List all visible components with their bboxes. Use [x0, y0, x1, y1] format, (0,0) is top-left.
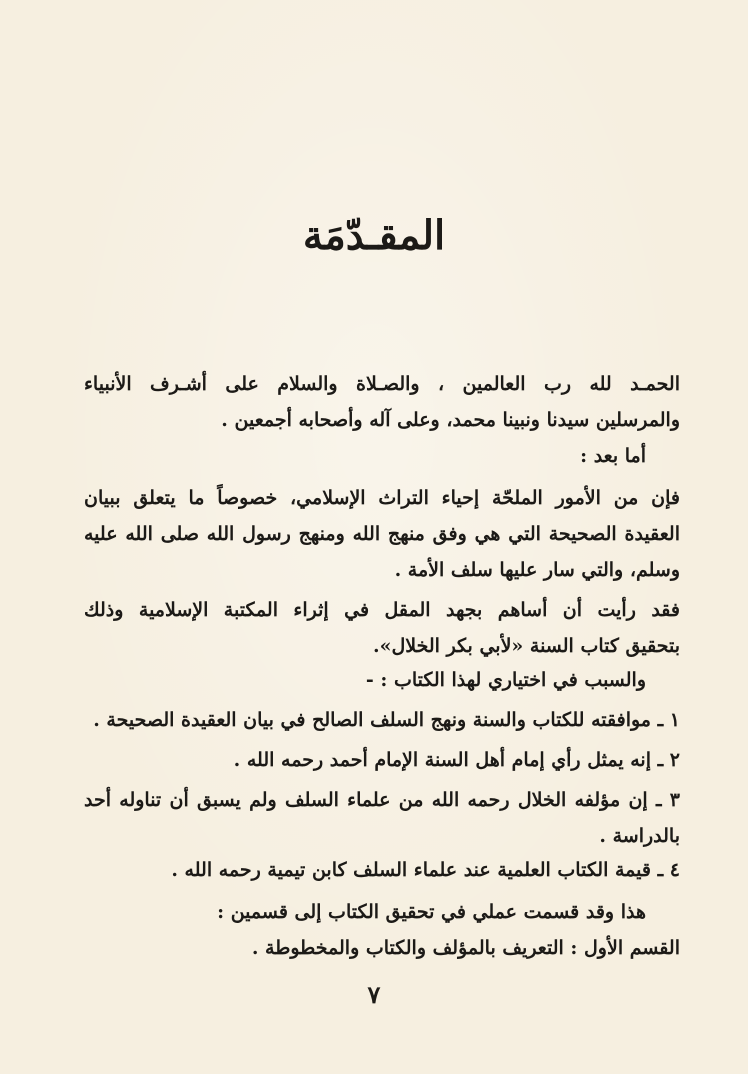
text-line: وسلم، والتي سار عليها سلف الأمة .	[394, 559, 680, 581]
text-line: هذا وقد قسمت عملي في تحقيق الكتاب إلى قسمين :	[217, 901, 646, 923]
text-line: القسم الأول : التعريف بالمؤلف والكتاب والمخطوطة .	[251, 937, 680, 959]
text-line: والمرسلين سيدنا ونبينا محمد، وعلى آله وأصحابه أجمعين .	[221, 409, 680, 431]
paragraph-opening	[84, 366, 680, 438]
list-item	[84, 742, 680, 778]
text-line: ٣ ـ إن مؤلفه الخلال رحمه الله من علماء السلف ولم يسبق أن تناوله أحد	[84, 789, 680, 811]
text-line: بالدراسة .	[599, 825, 680, 847]
page-title: المقـدّمَة	[302, 212, 446, 259]
text-line: ١ ـ موافقته للكتاب والسنة ونهج السلف الصالح في بيان العقيدة الصحيحة .	[93, 709, 680, 731]
text-line: والسبب في اختياري لهذا الكتاب : -	[365, 669, 646, 691]
paragraph-reason	[84, 662, 680, 698]
paragraph-structure	[84, 894, 680, 966]
text-line: ٤ ـ قيمة الكتاب العلمية عند علماء السلف كابن تيمية رحمه الله .	[171, 859, 680, 881]
paragraph-amma-bad	[84, 438, 680, 474]
text-line: فقد رأيت أن أساهم بجهد المقل في إثراء المكتبة الإسلامية وذلك	[84, 599, 680, 621]
list-item	[84, 852, 680, 888]
paragraph-purpose	[84, 592, 680, 664]
text-line: فإن من الأمور الملحّة إحياء التراث الإسلامي، خصوصاً ما يتعلق ببيان	[84, 487, 680, 509]
text-line: ٢ ـ إنه يمثل رأي إمام أهل السنة الإمام أحمد رحمه الله .	[233, 749, 680, 771]
text-line: بتحقيق كتاب السنة «لأبي بكر الخلال».	[372, 635, 680, 657]
list-item	[84, 702, 680, 738]
page-number: ٧	[367, 980, 381, 1009]
text-line: الحمـد لله رب العالمين ، والصـلاة والسلام على أشـرف الأنبياء	[84, 373, 680, 395]
text-line: العقيدة الصحيحة التي هي وفق منهج الله ومنهج رسول الله صلى الله عليه	[84, 523, 680, 545]
list-item	[84, 782, 680, 854]
paragraph-intro	[84, 480, 680, 588]
text-line: أما بعد :	[580, 445, 646, 467]
